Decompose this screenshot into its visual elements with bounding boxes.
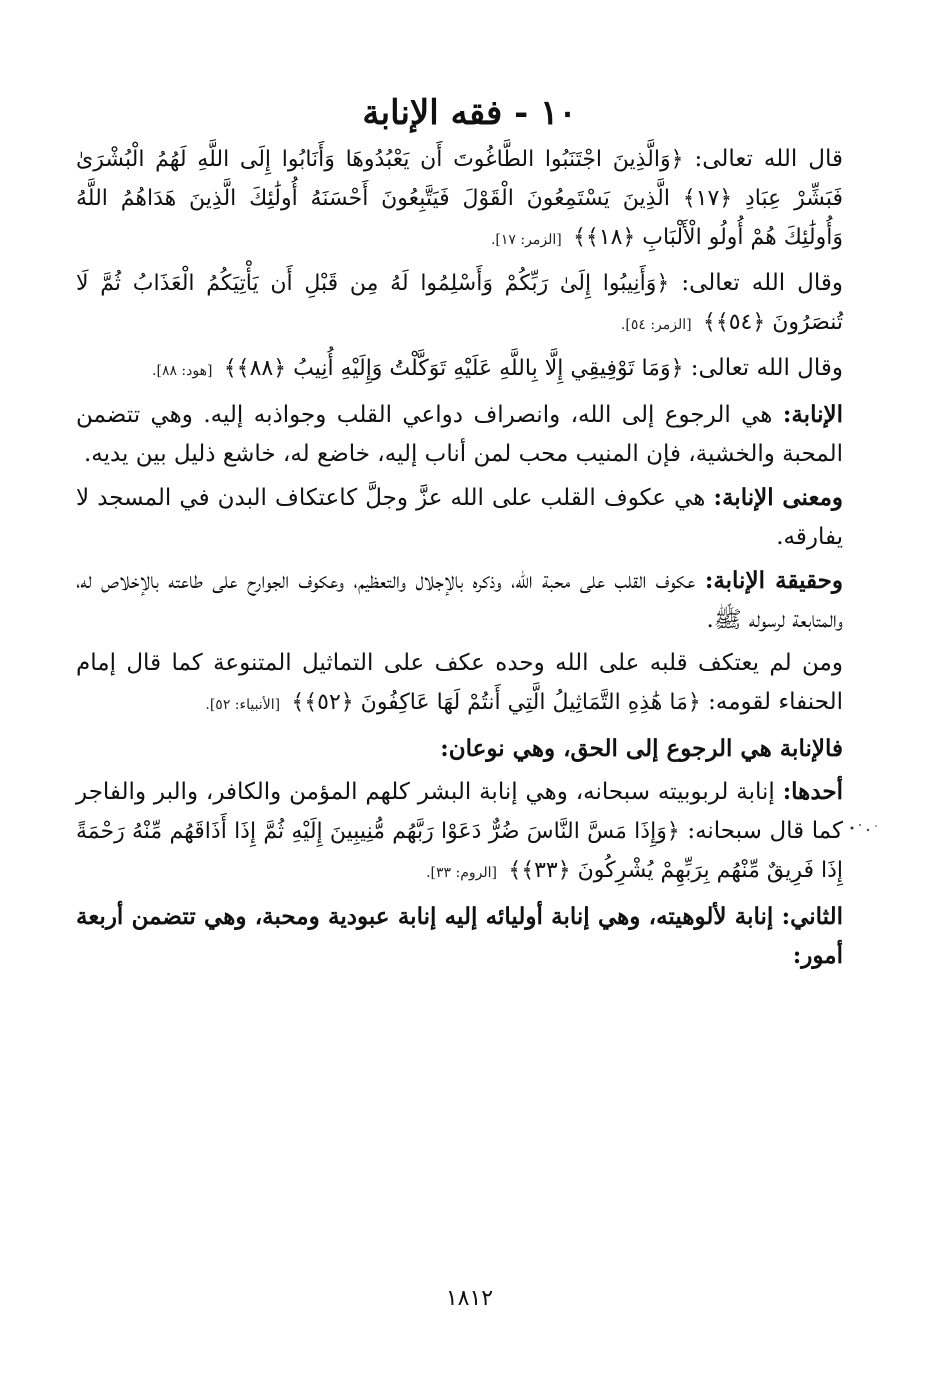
verse-reference: [هود: ٨٨]. xyxy=(152,363,213,379)
verse-reference: [الزمر: ١٧]. xyxy=(490,232,562,248)
quran-verse: ﴿مَا هَٰذِهِ التَّمَاثِيلُ الَّتِي أَنتُمْ لَهَا عَاكِفُونَ ﴿٥٢﴾﴾ xyxy=(291,690,701,715)
second-type-heading: الثاني: إنابة لألوهيته، وهي إنابة أوليائه إليه إنابة عبودية ومحبة، وهي تتضمن أربعة أمور: xyxy=(76,903,843,969)
verse-paragraph-3 xyxy=(76,349,843,391)
verse-reference: [الروم: ٣٣]. xyxy=(426,865,497,881)
reality-text: عكوف القلب على محبة الله، وذكره بالإجلال والتعظيم، وعكوف الجوارح على طاعته بالإخلاص له، والمتابعة لرسوله ﷺ. xyxy=(76,568,843,633)
verse-reference: [الزمر: ٥٤]. xyxy=(620,317,692,333)
first-type-term: أحدها: xyxy=(782,778,843,805)
quran-verse: ﴿وَأَنِيبُوا إِلَىٰ رَبِّكُمْ وَأَسْلِمُوا لَهُ مِن قَبْلِ أَن يَأْتِيَكُمُ الْعَذَابُ ثُمَّ لَا تُنصَرُونَ ﴿٥٤﴾﴾ xyxy=(76,271,843,335)
page-number: ١٨١٢ xyxy=(445,1286,494,1311)
first-type-paragraph xyxy=(76,772,843,893)
definition-text: هي الرجوع إلى الله، وانصراف دواعي القلب وجواذبه إليه. وهي تتضمن المحبة والخشية، فإن المنيب محب لمن أناب إليه، خاضع له، خاشع ذليل بين يديه. xyxy=(76,402,843,467)
verse-paragraph-1 xyxy=(76,140,843,260)
quran-verse: ﴿وَمَا تَوْفِيقِي إِلَّا بِاللَّهِ عَلَيْهِ تَوَكَّلْتُ وَإِلَيْهِ أُنِيبُ ﴿٨٨﴾﴾ xyxy=(223,356,684,381)
meaning-text: هي عكوف القلب على الله عزَّ وجلَّ كاعتكاف البدن في المسجد لا يفارقه. xyxy=(76,485,843,550)
definition-term: الإنابة: xyxy=(782,401,843,428)
idols-text: ومن لم يعتكف قلبه على الله وحده عكف على التماثيل المتنوعة كما قال إمام الحنفاء لقومه: xyxy=(76,650,843,715)
quran-verse: ﴿وَإِذَا مَسَّ النَّاسَ ضُرٌّ دَعَوْا رَبَّهُم مُّنِيبِينَ إِلَيْهِ ثُمَّ إِذَا أَذَاقَهُم مِّنْهُ رَحْمَةً إِذَا فَرِيقٌ مِّنْهُم بِرَبِّهِمْ يُشْرِكُونَ ﴿٣٣﴾﴾ xyxy=(76,819,843,883)
paragraph-intro: وقال الله تعالى: xyxy=(683,355,843,381)
margin-speck-mark xyxy=(846,820,886,836)
verse-paragraph-2 xyxy=(76,264,843,345)
verse-reference: [الأنبياء: ٥٢]. xyxy=(205,697,281,713)
types-heading: فالإنابة هي الرجوع إلى الحق، وهي نوعان: xyxy=(440,735,843,762)
meaning-paragraph xyxy=(76,478,843,557)
paragraph-intro: وقال الله تعالى: xyxy=(669,270,844,296)
reality-term: وحقيقة الإنابة: xyxy=(704,567,843,594)
page-body xyxy=(76,140,843,979)
meaning-term: ومعنى الإنابة: xyxy=(713,484,844,511)
reality-paragraph xyxy=(76,561,843,640)
paragraph-intro: قال الله تعالى: xyxy=(683,146,843,172)
quran-verse: ﴿وَالَّذِينَ اجْتَنَبُوا الطَّاغُوتَ أَن يَعْبُدُوهَا وَأَنَابُوا إِلَى اللَّهِ لَهُمُ الْبُشْرَىٰ فَبَشِّرْ عِبَادِ ﴿١٧﴾ الَّذِينَ يَسْتَمِعُونَ الْقَوْلَ فَيَتَّبِعُونَ أَحْسَنَهُ أُولَٰئِكَ الَّذِينَ هَدَاهُمُ اللَّهُ وَأُولَٰئِكَ هُمْ أُولُو الْأَلْبَابِ ﴿١٨﴾﴾ xyxy=(76,147,843,250)
first-type-text: إنابة لربوبيته سبحانه، وهي إنابة البشر كلهم المؤمن والكافر، والبر والفاجر كما قال سبحانه: xyxy=(76,779,844,844)
chapter-title: ١٠ - فقه الإنابة xyxy=(362,92,577,133)
idols-paragraph xyxy=(76,644,843,725)
definition-paragraph xyxy=(76,395,843,474)
